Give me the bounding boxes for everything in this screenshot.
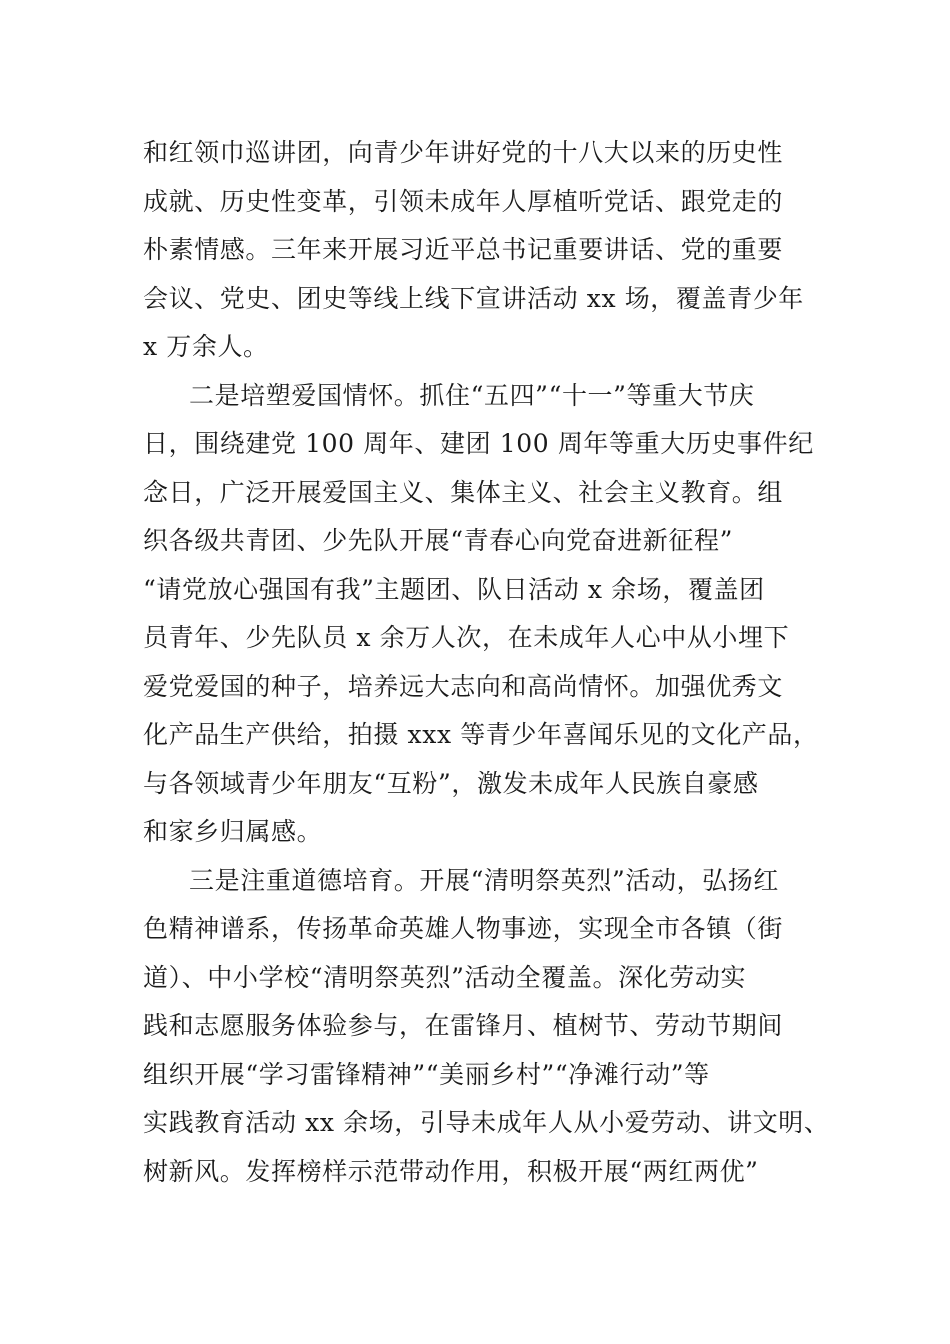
text-line: 化产品生产供给，拍摄 xxx 等青少年喜闻乐见的文化产品， bbox=[143, 720, 819, 749]
text-line: 和家乡归属感。 bbox=[143, 817, 323, 846]
text-line: 爱党爱国的种子，培养远大志向和高尚情怀。加强优秀文 bbox=[143, 671, 784, 701]
text-line: 成就、历史性变革，引领未成年人厚植听党话、跟党走的 bbox=[143, 186, 784, 216]
text-line: 组织开展“学习雷锋精神”“美丽乡村”“净滩行动”等 bbox=[143, 1059, 710, 1089]
text-line: 和红领巾巡讲团，向青少年讲好党的十八大以来的历史性 bbox=[143, 138, 784, 167]
text-line: 道）、中小学校“清明祭英烈”活动全覆盖。深化劳动实 bbox=[143, 962, 747, 992]
paragraph-first-line: 二是培塑爱国情怀。抓住“五四”“十一”等重大节庆 bbox=[189, 380, 755, 410]
text-line: 织各级共青团、少先队开展“青春心向党奋进新征程” bbox=[143, 526, 733, 555]
body-text bbox=[143, 129, 833, 1196]
paragraph-first-line: 三是注重道德培育。开展“清明祭英烈”活动，弘扬红 bbox=[189, 865, 779, 895]
text-line: 色精神谱系，传扬革命英雄人物事迹，实现全市各镇（街 bbox=[143, 914, 784, 943]
text-line: “请党放心强国有我”主题团、队日活动 x 余场，覆盖团 bbox=[143, 574, 765, 604]
text-line: 员青年、少先队员 x 余万人次，在未成年人心中从小埋下 bbox=[143, 623, 790, 652]
text-line: 念日，广泛开展爱国主义、集体主义、社会主义教育。组 bbox=[143, 477, 784, 507]
text-line: x 万余人。 bbox=[143, 332, 269, 361]
text-line: 树新风。发挥榜样示范带动作用，积极开展“两红两优” bbox=[143, 1156, 759, 1186]
text-line: 实践教育活动 xx 余场，引导未成年人从小爱劳动、讲文明、 bbox=[143, 1108, 830, 1137]
text-line: 会议、党史、团史等线上线下宣讲活动 xx 场，覆盖青少年 bbox=[143, 283, 804, 313]
text-line: 践和志愿服务体验参与，在雷锋月、植树节、劳动节期间 bbox=[143, 1011, 784, 1040]
text-line: 与各领域青少年朋友“互粉”，激发未成年人民族自豪感 bbox=[143, 768, 759, 798]
text-line: 朴素情感。三年来开展习近平总书记重要讲话、党的重要 bbox=[143, 235, 784, 264]
text-line: 日，围绕建党 100 周年、建团 100 周年等重大历史事件纪 bbox=[143, 429, 814, 458]
